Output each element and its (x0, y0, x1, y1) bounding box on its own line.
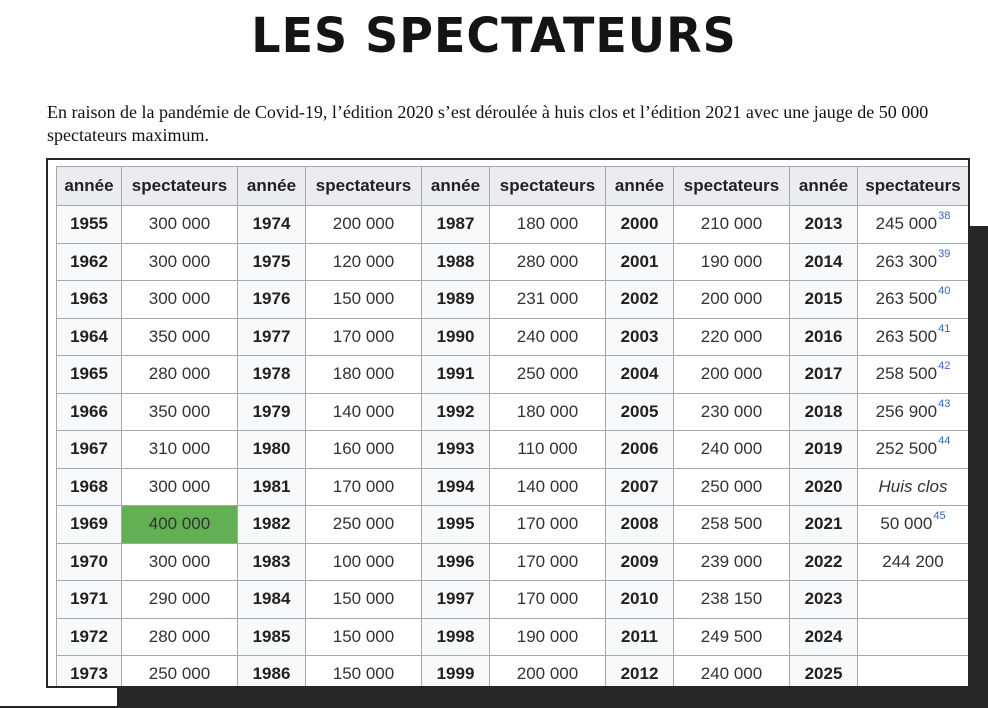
spectators-value: 300 000 (148, 214, 211, 234)
spectators-cell (674, 206, 790, 244)
spectators-cell (858, 506, 969, 544)
spectators-cell (306, 543, 422, 581)
spectators-cell (306, 281, 422, 319)
spectators-value: 250 000 (332, 514, 395, 534)
table-row (57, 206, 969, 244)
year-cell (238, 581, 306, 619)
year-cell (606, 656, 674, 689)
spectators-cell (122, 356, 238, 394)
spectators-value: 220 000 (700, 326, 763, 346)
spectators-cell (858, 243, 969, 281)
spectators-cell (490, 618, 606, 656)
spectators-value: 140 000 (332, 401, 395, 421)
spectators-cell (858, 318, 969, 356)
spectators-cell (490, 656, 606, 689)
year-cell (57, 356, 122, 394)
spectators-value: 150 000 (332, 289, 395, 309)
spectators-cell (306, 656, 422, 689)
spectators-value: Huis clos (878, 476, 948, 496)
spectators-cell (858, 581, 969, 619)
spectators-cell (306, 618, 422, 656)
column-header-annee: année (238, 167, 306, 206)
spectators-value: 300 000 (148, 551, 211, 571)
spectators-cell (490, 581, 606, 619)
spectators-cell (490, 543, 606, 581)
year-cell (57, 581, 122, 619)
spectators-cell (490, 393, 606, 431)
spectators-value: 280 000 (516, 251, 579, 271)
year-value: 1986 (252, 664, 291, 684)
column-header-spectateurs: spectateurs (674, 167, 790, 206)
spectators-cell (122, 581, 238, 619)
year-cell (790, 281, 858, 319)
year-value: 1987 (436, 214, 475, 234)
year-cell (238, 318, 306, 356)
year-cell (790, 581, 858, 619)
table-row (57, 468, 969, 506)
table-row (57, 581, 969, 619)
spectators-value: 263 300 (875, 251, 938, 271)
spectators-cell (490, 318, 606, 356)
spectators-value: 256 900 (875, 401, 938, 421)
reference-link[interactable]: 45 (933, 510, 946, 523)
year-value: 2006 (620, 439, 659, 459)
year-cell (422, 393, 490, 431)
year-value: 1976 (252, 289, 291, 309)
year-cell (57, 618, 122, 656)
spectators-cell (674, 431, 790, 469)
spectators-value: 190 000 (516, 626, 579, 646)
spectators-value: 200 000 (700, 364, 763, 384)
spectators-table (56, 166, 969, 688)
spectators-cell (306, 393, 422, 431)
year-cell (238, 656, 306, 689)
spectators-cell (122, 543, 238, 581)
year-cell (422, 468, 490, 506)
year-cell (790, 356, 858, 394)
table-row (57, 243, 969, 281)
year-cell (422, 318, 490, 356)
table-row (57, 393, 969, 431)
spectators-cell (490, 206, 606, 244)
table-row (57, 656, 969, 689)
spectators-cell (674, 656, 790, 689)
spectators-cell (858, 356, 969, 394)
spectators-value: 252 500 (875, 439, 938, 459)
year-value: 1966 (70, 401, 108, 421)
spectators-value: 200 000 (516, 664, 579, 684)
spectators-value: 231 000 (516, 289, 579, 309)
spectators-cell (674, 281, 790, 319)
year-value: 1970 (70, 551, 108, 571)
spectators-cell (674, 243, 790, 281)
spectators-cell (490, 468, 606, 506)
year-cell (606, 581, 674, 619)
year-cell (238, 393, 306, 431)
spectators-cell (122, 393, 238, 431)
year-value: 1969 (70, 514, 108, 534)
year-cell (790, 318, 858, 356)
table-header-row (57, 167, 969, 206)
spectators-value: 400 000 (148, 514, 211, 534)
year-cell (606, 356, 674, 394)
spectators-cell (122, 656, 238, 689)
spectators-cell (306, 206, 422, 244)
year-value: 2025 (804, 664, 843, 684)
spectators-value: 263 500 (875, 289, 938, 309)
year-cell (606, 431, 674, 469)
spectators-cell (306, 468, 422, 506)
spectators-cell (858, 468, 969, 506)
year-value: 1991 (436, 364, 475, 384)
spectators-cell (674, 356, 790, 394)
year-value: 1977 (252, 326, 291, 346)
year-value: 1963 (70, 289, 108, 309)
year-cell (238, 206, 306, 244)
spectators-value: 350 000 (148, 401, 211, 421)
reference-link[interactable]: 40 (938, 285, 951, 298)
year-cell (790, 506, 858, 544)
column-header-annee: année (790, 167, 858, 206)
year-cell (238, 543, 306, 581)
spectators-value: 310 000 (148, 439, 211, 459)
spectators-value: 200 000 (332, 214, 395, 234)
spectators-value: 263 500 (875, 326, 938, 346)
spectators-value: 160 000 (332, 439, 395, 459)
spectators-cell (122, 468, 238, 506)
spectators-value: 200 000 (700, 289, 763, 309)
year-value: 1996 (436, 551, 475, 571)
year-cell (57, 206, 122, 244)
year-value: 1955 (70, 214, 108, 234)
year-cell (606, 543, 674, 581)
spectators-cell (122, 618, 238, 656)
spectators-cell (122, 206, 238, 244)
intro-paragraph: En raison de la pandémie de Covid-19, l’édition 2020 s’est déroulée à huis clos et l’édition 2021 avec une jauge de 50 000 spectateurs maximum. (47, 102, 929, 145)
reference-link[interactable]: 38 (938, 210, 951, 223)
spectators-value: 239 000 (700, 551, 763, 571)
year-value: 1995 (436, 514, 475, 534)
year-cell (790, 206, 858, 244)
year-value: 2009 (620, 551, 659, 571)
spectators-value: 190 000 (700, 251, 763, 271)
year-cell (422, 656, 490, 689)
column-header-spectateurs: spectateurs (122, 167, 238, 206)
year-value: 1982 (252, 514, 291, 534)
spectators-value: 350 000 (148, 326, 211, 346)
year-value: 1981 (252, 476, 291, 496)
spectators-cell (122, 431, 238, 469)
table-row (57, 543, 969, 581)
year-cell (57, 656, 122, 689)
spectators-cell (674, 468, 790, 506)
spectators-value: 244 200 (882, 551, 944, 571)
reference-link[interactable]: 43 (938, 397, 951, 410)
spectators-cell (122, 318, 238, 356)
year-value: 1998 (436, 626, 475, 646)
year-value: 1988 (436, 251, 475, 271)
reference-link[interactable]: 44 (938, 435, 951, 448)
year-value: 2015 (804, 289, 843, 309)
year-value: 2022 (804, 551, 843, 571)
reference-link[interactable]: 42 (938, 360, 951, 373)
spectators-value: 238 150 (700, 589, 763, 609)
spectators-value: 300 000 (148, 476, 211, 496)
spectators-cell (306, 506, 422, 544)
year-value: 2012 (620, 664, 659, 684)
year-value: 1968 (70, 476, 108, 496)
spectators-value: 240 000 (700, 664, 763, 684)
column-header-annee: année (422, 167, 490, 206)
year-value: 1975 (252, 251, 291, 271)
year-cell (238, 618, 306, 656)
spectators-value: 290 000 (148, 589, 211, 609)
year-cell (57, 318, 122, 356)
spectators-cell (674, 318, 790, 356)
year-value: 2024 (804, 626, 843, 646)
year-cell (790, 431, 858, 469)
spectators-value: 170 000 (332, 326, 395, 346)
column-header-annee: année (57, 167, 122, 206)
spectators-cell (858, 543, 969, 581)
year-cell (790, 468, 858, 506)
spectators-value: 250 000 (700, 476, 763, 496)
spectators-value: 245 000 (875, 214, 938, 234)
year-value: 2020 (804, 476, 843, 496)
column-header-spectateurs: spectateurs (306, 167, 422, 206)
column-header-spectateurs: spectateurs (858, 167, 969, 206)
year-cell (422, 243, 490, 281)
spectators-value: 180 000 (516, 401, 579, 421)
spectators-cell (858, 281, 969, 319)
year-cell (790, 393, 858, 431)
spectators-cell (490, 431, 606, 469)
year-cell (606, 318, 674, 356)
year-value: 2004 (620, 364, 659, 384)
spectators-cell (490, 281, 606, 319)
year-cell (606, 393, 674, 431)
spectators-value: 150 000 (332, 664, 395, 684)
year-cell (238, 506, 306, 544)
spectators-cell (858, 656, 969, 689)
spectators-cell (858, 618, 969, 656)
year-cell (790, 543, 858, 581)
year-value: 1980 (252, 439, 291, 459)
year-cell (238, 468, 306, 506)
year-cell (422, 206, 490, 244)
year-cell (57, 506, 122, 544)
year-value: 1983 (252, 551, 291, 571)
spectators-value: 170 000 (516, 514, 579, 534)
year-value: 2021 (804, 514, 843, 534)
spectators-value: 170 000 (516, 551, 579, 571)
spectators-value: 170 000 (332, 476, 395, 496)
year-cell (790, 243, 858, 281)
year-cell (422, 431, 490, 469)
year-value: 1984 (252, 589, 291, 609)
spectators-value: 230 000 (700, 401, 763, 421)
year-value: 2002 (620, 289, 659, 309)
spectators-value: 150 000 (332, 626, 395, 646)
year-cell (606, 618, 674, 656)
table-row (57, 356, 969, 394)
year-value: 1972 (70, 626, 108, 646)
year-cell (422, 581, 490, 619)
year-value: 1990 (436, 326, 475, 346)
spectators-cell (306, 581, 422, 619)
year-value: 1992 (436, 401, 475, 421)
year-value: 2000 (620, 214, 659, 234)
year-cell (57, 393, 122, 431)
table-row (57, 506, 969, 544)
year-cell (606, 206, 674, 244)
year-cell (606, 281, 674, 319)
spectators-cell (490, 356, 606, 394)
table-row (57, 318, 969, 356)
spectators-cell (306, 431, 422, 469)
year-value: 1978 (252, 364, 291, 384)
spectators-cell (490, 243, 606, 281)
year-cell (57, 468, 122, 506)
spectators-cell (122, 243, 238, 281)
spectators-value: 210 000 (700, 214, 763, 234)
spectators-cell (306, 356, 422, 394)
year-cell (422, 543, 490, 581)
year-value: 2014 (804, 251, 843, 271)
spectators-cell (858, 206, 969, 244)
spectators-value: 170 000 (516, 589, 579, 609)
year-cell (422, 356, 490, 394)
spectators-cell (674, 618, 790, 656)
spectators-cell-record (122, 506, 238, 544)
year-value: 2003 (620, 326, 659, 346)
table-row (57, 431, 969, 469)
spectators-cell (122, 281, 238, 319)
spectators-value: 258 500 (700, 514, 763, 534)
spectators-cell (674, 506, 790, 544)
year-value: 2008 (620, 514, 659, 534)
spectators-cell (674, 393, 790, 431)
year-value: 1997 (436, 589, 475, 609)
year-value: 1971 (70, 589, 108, 609)
spectators-value: 250 000 (148, 664, 211, 684)
page-title: LES SPECTATEURS (251, 6, 737, 64)
year-cell (57, 281, 122, 319)
year-cell (606, 243, 674, 281)
year-value: 1994 (436, 476, 475, 496)
reference-link[interactable]: 39 (938, 247, 951, 260)
year-value: 1965 (70, 364, 108, 384)
column-header-annee: année (606, 167, 674, 206)
year-cell (238, 356, 306, 394)
spectators-cell (858, 393, 969, 431)
year-value: 2007 (620, 476, 659, 496)
year-value: 2005 (620, 401, 659, 421)
spectators-cell (858, 431, 969, 469)
spectators-value: 150 000 (332, 589, 395, 609)
spectators-table-frame (46, 158, 970, 688)
year-value: 1989 (436, 289, 475, 309)
year-cell (238, 243, 306, 281)
year-cell (790, 618, 858, 656)
spectators-value: 110 000 (517, 439, 578, 459)
spectators-value: 280 000 (148, 364, 211, 384)
year-value: 2013 (804, 214, 843, 234)
year-cell (57, 431, 122, 469)
spectators-cell (674, 581, 790, 619)
table-row (57, 618, 969, 656)
spectators-value: 300 000 (148, 289, 211, 309)
year-value: 2011 (621, 626, 658, 646)
spectators-value: 249 500 (700, 626, 763, 646)
year-value: 2018 (804, 401, 843, 421)
year-cell (57, 243, 122, 281)
year-value: 2016 (804, 326, 843, 346)
year-value: 1967 (70, 439, 108, 459)
year-value: 1964 (70, 326, 108, 346)
spectators-cell (674, 543, 790, 581)
year-value: 2023 (804, 589, 843, 609)
year-value: 1962 (70, 251, 108, 271)
table-body (57, 206, 969, 689)
reference-link[interactable]: 41 (938, 322, 951, 335)
year-value: 1999 (436, 664, 475, 684)
year-cell (238, 431, 306, 469)
year-value: 2017 (804, 364, 843, 384)
spectators-cell (306, 243, 422, 281)
year-cell (422, 506, 490, 544)
column-header-spectateurs: spectateurs (490, 167, 606, 206)
spectators-value: 240 000 (516, 326, 579, 346)
spectators-cell (306, 318, 422, 356)
spectators-value: 240 000 (700, 439, 763, 459)
year-value: 2010 (620, 589, 659, 609)
year-cell (238, 281, 306, 319)
spectators-cell (490, 506, 606, 544)
spectators-value: 50 000 (880, 514, 933, 534)
year-cell (422, 618, 490, 656)
year-value: 2019 (804, 439, 843, 459)
spectators-value: 180 000 (332, 364, 395, 384)
year-cell (790, 656, 858, 689)
spectators-value: 140 000 (516, 476, 579, 496)
year-value: 2001 (620, 251, 659, 271)
spectators-value: 250 000 (516, 364, 579, 384)
spectators-value: 258 500 (875, 364, 938, 384)
year-value: 1979 (252, 401, 291, 421)
year-cell (606, 506, 674, 544)
year-value: 1985 (252, 626, 291, 646)
year-value: 1993 (436, 439, 475, 459)
spectators-value: 100 000 (332, 551, 395, 571)
spectators-value: 180 000 (516, 214, 579, 234)
table-row (57, 281, 969, 319)
year-cell (57, 543, 122, 581)
year-cell (422, 281, 490, 319)
year-value: 1973 (70, 664, 108, 684)
year-cell (606, 468, 674, 506)
spectators-value: 280 000 (148, 626, 211, 646)
year-value: 1974 (252, 214, 291, 234)
spectators-value: 120 000 (332, 251, 395, 271)
spectators-value: 300 000 (148, 251, 211, 271)
